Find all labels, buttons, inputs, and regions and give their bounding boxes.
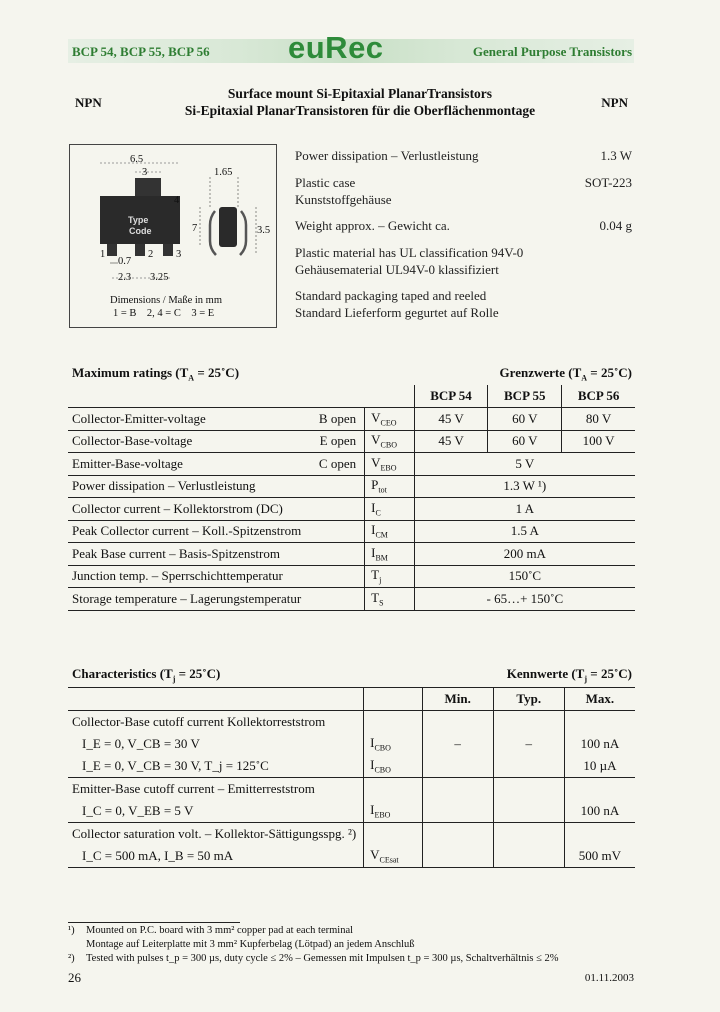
dim-pitch2: 3.25 — [150, 272, 169, 283]
pin3-label: 3 — [176, 249, 182, 260]
table-row: Collector-Base cutoff current Kollektorreststrom — [68, 711, 635, 734]
page-number: 26 — [68, 970, 81, 985]
product-category: General Purpose Transistors — [472, 44, 632, 59]
brand-logo: euRec — [288, 30, 384, 65]
table-row: Peak Base current – Basis-Spitzenstrom $I_{BM}$ 200 mA — [68, 543, 635, 566]
dim-side: 1.65 — [214, 167, 233, 178]
spec-power-label: Power dissipation – Verlustleistung — [295, 148, 479, 163]
side-view-body — [219, 207, 237, 247]
dim-top: 3 — [142, 167, 148, 178]
max-ratings-table — [68, 385, 635, 611]
table-row: Collector-Base-voltage E open $V_{CBO}$ 45 V 60 V 100 V — [68, 430, 635, 453]
dim-height: 3.5 — [257, 225, 271, 236]
part-numbers: BCP 54, BCP 55, BCP 56 — [72, 44, 210, 59]
footnote-1-de: Montage auf Leiterplatte mit 3 mm² Kupferbelag (Lötpad) an jedem Anschluß — [86, 939, 415, 950]
characteristics-table — [68, 687, 635, 868]
pin1-label: 1 — [100, 249, 106, 260]
table-row: Emitter-Base cutoff current – Emitterreststrom — [68, 778, 635, 801]
package-drawing — [69, 144, 277, 328]
dim-h7: 7 — [192, 223, 198, 234]
title-english: Surface mount Si-Epitaxial PlanarTransistors — [227, 86, 493, 101]
col-bcp54: BCP 54 — [414, 385, 488, 408]
collector-tab — [135, 178, 161, 196]
lead-1 — [107, 244, 117, 256]
footnote-1-en: Mounted on P.C. board with 3 mm² copper pad at each terminal — [86, 925, 354, 936]
col-bcp56: BCP 56 — [562, 385, 635, 408]
spec-case-label-de: Kunststoffgehäuse — [295, 192, 392, 207]
dim-pitch1: 2.3 — [118, 272, 132, 283]
footnote-2: Tested with pulses t_p = 300 µs, duty cycle ≤ 2% – Gemessen mit Impulsen t_p = 300 µs, Schaltverhältnis ≤ 2% — [86, 953, 559, 964]
dim-lead: 0.7 — [118, 256, 132, 267]
spec-weight-value: 0.04 g — [599, 218, 632, 233]
max-ratings-title-de: Grenzwerte ($T_A$ = 25˚C) — [499, 365, 632, 383]
table-row: Emitter-Base-voltage C open $V_{EBO}$ 5 V — [68, 453, 635, 476]
max-ratings-header — [68, 385, 635, 408]
max-ratings-title: Maximum ratings ($T_A$ = 25˚C) — [72, 365, 240, 383]
spec-ul-label: Plastic material has UL classification 94V-0 — [295, 245, 524, 260]
dimensions-caption: Dimensions / Maße in mm — [110, 295, 222, 306]
lead-2 — [135, 244, 145, 256]
table-row: I_C = 500 mA, I_B = 50 mA $V_{CEsat}$ 500 mV — [68, 845, 635, 868]
document-date: 01.11.2003 — [584, 972, 634, 984]
pin4-label: 4 — [174, 195, 180, 206]
table-row: Collector saturation volt. – Kollektor-Sättigungsspg. ²) — [68, 823, 635, 846]
spec-packaging-label-de: Standard Lieferform gegurtet auf Rolle — [295, 305, 499, 320]
title-german: Si-Epitaxial PlanarTransistoren für die Oberflächenmontage — [184, 103, 536, 118]
table-row: I_E = 0, V_CB = 30 V $I_{CBO}$ – – 100 nA — [68, 733, 635, 755]
characteristics-title: Characteristics ($T_j$ = 25˚C) — [72, 666, 221, 684]
spec-case-value: SOT-223 — [584, 175, 632, 190]
footnote-2-mark: ²) — [68, 953, 75, 964]
dim-width: 6.5 — [130, 154, 144, 165]
type-left: NPN — [75, 95, 102, 110]
spec-power-value: 1.3 W — [600, 148, 632, 163]
table-row: Power dissipation – Verlustleistung $P_{tot}$ 1.3 W ¹) — [68, 475, 635, 498]
table-row: Collector current – Kollektorstrom (DC) $I_C$ 1 A — [68, 498, 635, 521]
pin2-label: 2 — [148, 249, 154, 260]
footnote-1-mark: ¹) — [68, 925, 75, 936]
body-marking-type: Type — [128, 215, 149, 225]
table-row: Collector-Emitter-voltage B open $V_{CEO}$ 45 V 60 V 80 V — [68, 408, 635, 431]
characteristics-header — [68, 688, 635, 711]
table-row: Peak Collector current – Koll.-Spitzenstrom $I_{CM}$ 1.5 A — [68, 520, 635, 543]
spec-ul-label-de: Gehäusematerial UL94V-0 klassifiziert — [295, 262, 499, 277]
spec-case-label: Plastic case — [295, 175, 356, 190]
table-row: Storage temperature – Lagerungstemperatur $T_S$ - 65…+ 150˚C — [68, 588, 635, 611]
characteristics-title-de: Kennwerte ($T_j$ = 25˚C) — [506, 666, 632, 684]
spec-packaging-label: Standard packaging taped and reeled — [295, 288, 487, 303]
spec-weight-label: Weight approx. – Gewicht ca. — [295, 218, 450, 233]
table-row: I_C = 0, V_EB = 5 V $I_{EBO}$ 100 nA — [68, 800, 635, 823]
type-right: NPN — [601, 95, 628, 110]
footnote-divider — [68, 922, 240, 923]
col-min: Min. — [422, 688, 493, 711]
col-typ: Typ. — [493, 688, 564, 711]
table-row: I_E = 0, V_CB = 30 V, T_j = 125˚C $I_{CBO}$ 10 µA — [68, 755, 635, 778]
body-marking-code: Code — [129, 226, 152, 236]
table-row: Junction temp. – Sperrschichttemperatur $T_j$ 150˚C — [68, 565, 635, 588]
col-max: Max. — [564, 688, 635, 711]
col-bcp55: BCP 55 — [488, 385, 562, 408]
lead-3 — [163, 244, 173, 256]
pin-assignment-caption: 1 = B 2, 4 = C 3 = E — [113, 308, 215, 319]
